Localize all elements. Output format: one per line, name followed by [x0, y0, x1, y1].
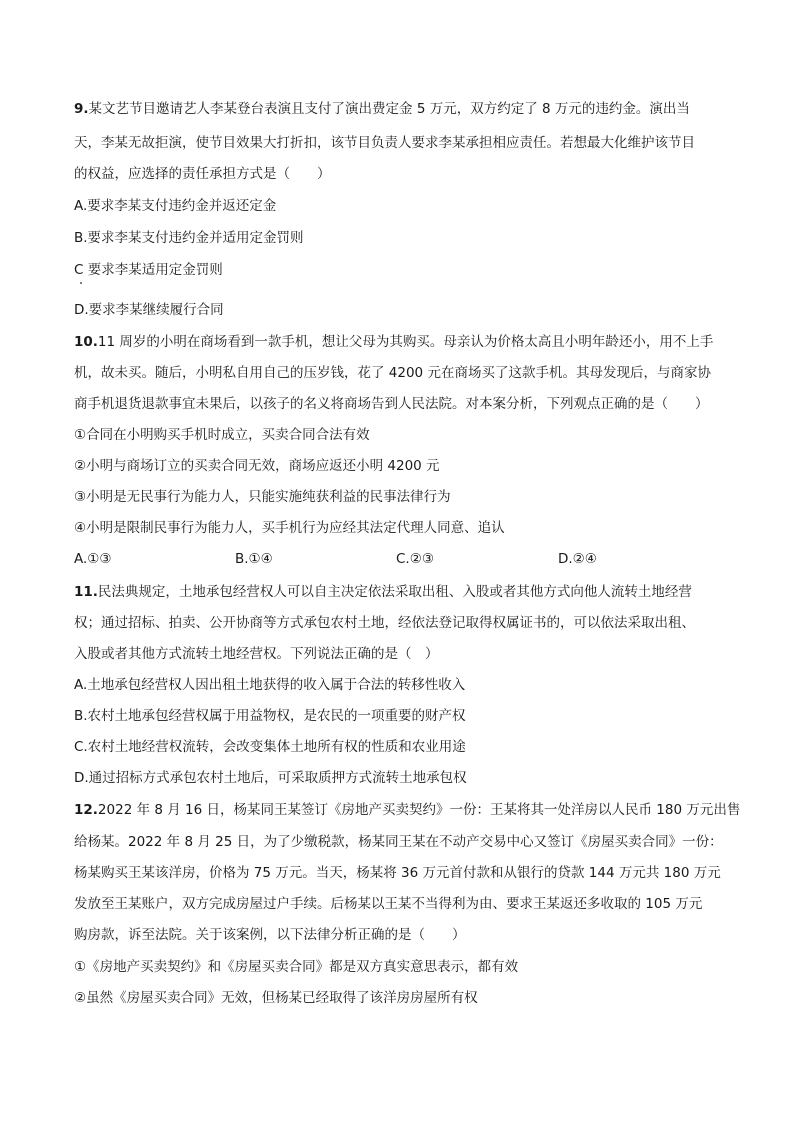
q10-number: 10.	[74, 334, 98, 350]
q11-option-a: A.土地承包经营权人因出租土地获得的收入属于合法的转移性收入	[74, 677, 466, 693]
q11-option-d: D.通过招标方式承包农村土地后，可采取质押方式流转土地承包权	[74, 770, 467, 786]
q10-choice-b: B.①④	[235, 551, 273, 567]
q10-line-2: 机，故未买。随后，小明私自用自己的压岁钱，花了 4200 元在商场买了这款手机。其母发现后，与商家协	[74, 365, 711, 381]
q9-option-b: B.要求李某支付违约金并适用定金罚则	[74, 230, 304, 246]
q9-option-d: D.要求李某继续履行合同	[74, 302, 224, 318]
q12-number: 12.	[74, 802, 98, 818]
q12-line-1: 12.2022 年 8 月 16 日，杨某同王某签订《房地产买卖契约》一份：王某将其一处洋房以人民币 180 万元出售	[74, 802, 741, 818]
q10-statement-1: ①合同在小明购买手机时成立，买卖合同合法有效	[74, 427, 370, 443]
q10-line-1: 10.11 周岁的小明在商场看到一款手机，想让父母为其购买。母亲认为价格太高且小明年龄还小，用不上手	[74, 334, 714, 350]
q10-choice-c: C.②③	[396, 551, 434, 567]
q9-line-3: 的权益，应选择的责任承担方式是（ ）	[74, 166, 331, 182]
q10-choice-a: A.①③	[74, 551, 112, 567]
q10-statement-4: ④小明是限制民事行为能力人，买手机行为应经其法定代理人同意、追认	[74, 520, 505, 536]
q9-option-c: C 要求李某适用定金罚则	[74, 262, 223, 278]
q9-number: 9.	[74, 101, 89, 117]
q12-line-5: 购房款，诉至法院。关于该案例，以下法律分析正确的是（ ）	[74, 927, 466, 943]
q11-number: 11.	[74, 584, 98, 600]
q10-choice-d: D.②④	[558, 551, 597, 567]
q11-line-3: 入股或者其他方式流转土地经营权。下列说法正确的是（ ）	[74, 646, 439, 662]
q9-option-a: A.要求李某支付违约金并返还定金	[74, 198, 277, 214]
q12-line-2: 给杨某。2022 年 8 月 25 日，为了少缴税款，杨某同王某在不动产交易中心又签订《房屋买卖合同》一份：	[74, 834, 723, 850]
q11-line-2: 权；通过招标、拍卖、公开协商等方式承包农村土地，经依法登记取得权属证书的，可以依法采取出租、	[74, 615, 695, 631]
q11-option-b: B.农村土地承包经营权属于用益物权，是农民的一项重要的财产权	[74, 708, 466, 724]
q10-statement-3: ③小明是无民事行为能力人，只能实施纯获利益的民事法律行为	[74, 489, 451, 505]
q10-statement-2: ②小明与商场订立的买卖合同无效，商场应返还小明 4200 元	[74, 458, 440, 474]
q12-line-3: 杨某购买王某该洋房，价格为 75 万元。当天，杨某将 36 万元首付款和从银行的贷款 144 万元共 180 万元	[74, 865, 721, 881]
q12-statement-2: ②虽然《房屋买卖合同》无效，但杨某已经取得了该洋房房屋所有权	[74, 990, 478, 1006]
q12-statement-1: ①《房地产买卖契约》和《房屋买卖合同》都是双方真实意思表示，都有效	[74, 959, 519, 975]
q12-line-4: 发放至王某账户，双方完成房屋过户手续。后杨某以王某不当得利为由、要求王某返还多收取的 105 万元	[74, 896, 703, 912]
q9-line-2: 天，李某无故拒演，使节目效果大打折扣，该节目负责人要求李某承担相应责任。若想最大化维护该节目	[74, 135, 695, 151]
q11-line-1: 11.民法典规定，土地承包经营权人可以自主决定依法采取出租、入股或者其他方式向他人流转土地经营	[74, 584, 692, 600]
q9-line-1: 9.某文艺节目邀请艺人李某登台表演且支付了演出费定金 5 万元，双方约定了 8 万元的违约金。演出当	[74, 101, 690, 117]
q10-line-3: 商手机退货退款事宜未果后，以孩子的名义将商场告到人民法院。对本案分析，下列观点正确的是（ ）	[74, 396, 709, 412]
q11-option-c: C.农村土地经营权流转，会改变集体土地所有权的性质和农业用途	[74, 739, 466, 755]
stray-mark	[80, 282, 82, 284]
